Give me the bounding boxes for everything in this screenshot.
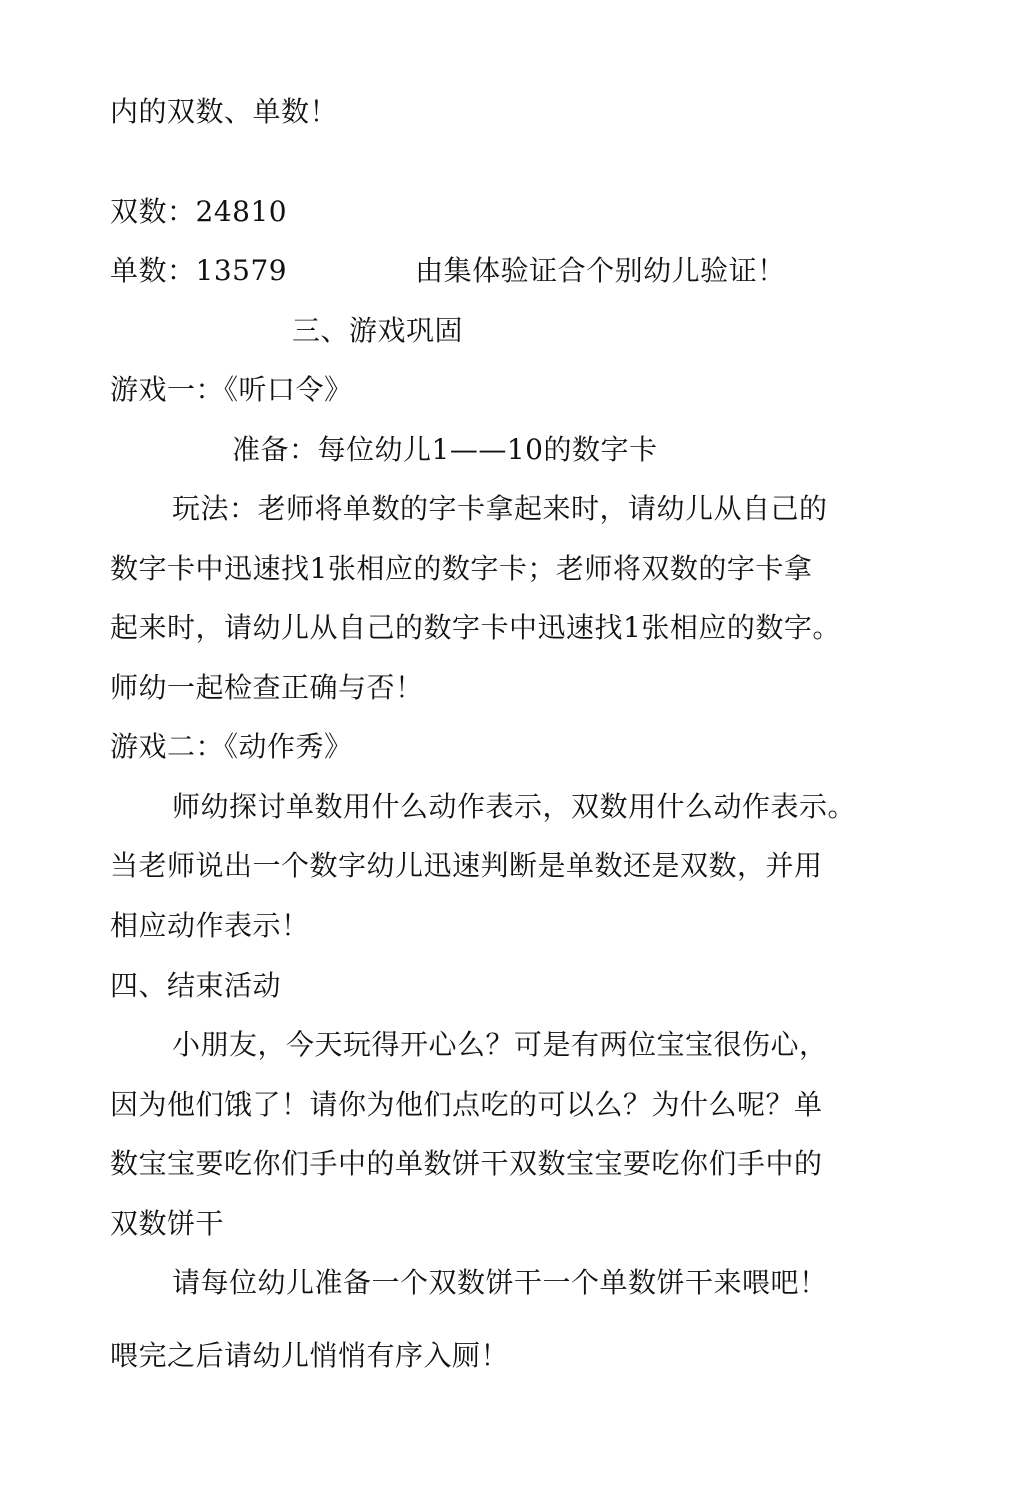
text-line: 起来时，请幼儿从自己的数字卡中迅速找1张相应的数字。	[110, 611, 841, 644]
verification-text: 由集体验证合个别幼儿验证！	[415, 254, 786, 287]
game-two-title: 游戏二：《动作秀》	[110, 730, 353, 763]
text-line: 师幼一起检查正确与否！	[110, 671, 424, 704]
text-line: 当老师说出一个数字幼儿迅速判断是单数还是双数，并用	[110, 849, 823, 882]
even-numbers-line: 双数：24810	[110, 195, 288, 228]
text-line: 玩法：老师将单数的字卡拿起来时，请幼儿从自己的	[172, 492, 828, 525]
section-heading-game: 三、游戏巩固	[292, 314, 464, 347]
text-line: 数字卡中迅速找1张相应的数字卡；老师将双数的字卡拿	[110, 552, 813, 585]
text-line: 相应动作表示！	[110, 909, 310, 942]
odd-numbers-line	[110, 253, 786, 289]
section-heading-end: 四、结束活动	[110, 969, 282, 1002]
text-line: 数宝宝要吃你们手中的单数饼干双数宝宝要吃你们手中的	[110, 1147, 823, 1180]
text-line: 因为他们饿了！请你为他们点吃的可以么？为什么呢？单	[110, 1088, 823, 1121]
odd-numbers-text: 单数：13579	[110, 254, 288, 287]
text-line: 请每位幼儿准备一个双数饼干一个单数饼干来喂吧！	[172, 1266, 828, 1299]
text-line: 小朋友，今天玩得开心么？可是有两位宝宝很伤心，	[172, 1028, 828, 1061]
text-line: 双数饼干	[110, 1207, 225, 1240]
text-line: 内的双数、单数！	[110, 95, 339, 128]
preparation-line: 准备：每位幼儿1——10的数字卡	[232, 433, 658, 466]
game-one-title: 游戏一：《听口令》	[110, 373, 353, 406]
text-line: 喂完之后请幼儿悄悄有序入厕！	[110, 1339, 510, 1372]
text-line: 师幼探讨单数用什么动作表示，双数用什么动作表示。	[172, 790, 857, 823]
